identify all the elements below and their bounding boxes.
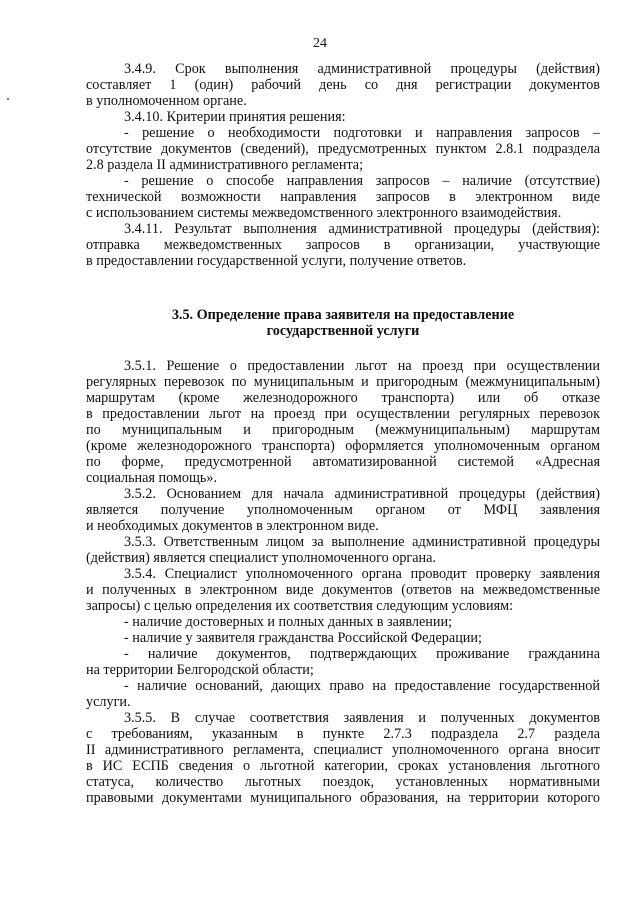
paragraph-line: услуги.	[86, 694, 131, 710]
page-number: 24	[313, 36, 327, 51]
paragraph-line: технической возможности направления запросов в электронном виде	[86, 189, 600, 205]
paragraph-line: 3.5.4. Специалист уполномоченного органа проводит проверку заявления	[124, 566, 600, 582]
paragraph-line: является получение уполномоченным органом от МФЦ заявления	[86, 502, 600, 518]
paragraph-line: в предоставлении государственной услуги, получение ответов.	[86, 253, 467, 269]
paragraph-line: II административного регламента, специалист уполномоченного органа вносит	[86, 742, 600, 758]
paragraph-line: и необходимых документов в электронном виде.	[86, 518, 379, 534]
paragraph-line: в уполномоченном органе.	[86, 93, 247, 109]
paragraph-line: (действия) является специалист уполномоченного органа.	[86, 550, 436, 566]
section-heading-line: 3.5. Определение права заявителя на предоставление	[171, 307, 515, 323]
paragraph-line: с требованиям, указанным в пункте 2.7.3 подраздела 2.7 раздела	[86, 726, 600, 742]
paragraph-line: 2.8 раздела II административного регламента;	[86, 157, 364, 173]
paragraph-line: по муниципальным и пригородным (межмуниципальным) маршрутам	[86, 422, 600, 438]
section-3-5-block	[86, 358, 600, 806]
paragraph-line: регулярных перевозок по муниципальным и пригородным (межмуниципальным)	[86, 374, 600, 390]
section-heading	[86, 307, 600, 339]
paragraph-line: на территории Белгородской области;	[86, 662, 314, 678]
paragraph-line: 3.4.9. Срок выполнения административной процедуры (действия)	[124, 61, 600, 77]
paragraph-line: социальная помощь».	[86, 470, 218, 486]
paragraph-line: в ИС ЕСПБ сведения о льготной категории, сроках установления льготного	[86, 758, 600, 774]
paragraph-line: в предоставлении льгот на проезд при осуществлении регулярных перевозок	[86, 406, 600, 422]
paragraph-line: правовыми документами муниципального образования, на территории которого	[86, 790, 600, 806]
paragraph-line: - решение о необходимости подготовки и направления запросов –	[124, 125, 600, 141]
paragraph-line: отсутствие документов (сведений), предусмотренных пунктом 2.8.1 подраздела	[86, 141, 600, 157]
paragraph-line: составляет 1 (один) рабочий день со дня регистрации документов	[86, 77, 600, 93]
scan-speck	[7, 98, 9, 100]
paragraph-line: 3.4.10. Критерии принятия решения:	[124, 109, 346, 125]
paragraph-line: маршрутам (кроме железнодорожного транспорта) или об отказе	[86, 390, 600, 406]
paragraph-line: отправка межведомственных запросов в организации, участвующие	[86, 237, 600, 253]
section-3-4-block	[86, 61, 600, 269]
paragraph-line: - наличие у заявителя гражданства Российской Федерации;	[124, 630, 482, 646]
paragraph-line: - наличие документов, подтверждающих проживание гражданина	[124, 646, 600, 662]
paragraph-line: 3.5.2. Основанием для начала административной процедуры (действия)	[124, 486, 600, 502]
paragraph-line: с использованием системы межведомственного электронного взаимодействия.	[86, 205, 562, 221]
paragraph-line: 3.5.5. В случае соответствия заявления и полученных документов	[124, 710, 600, 726]
paragraph-line: (кроме железнодорожного транспорта) оформляется уполномоченным органом	[86, 438, 600, 454]
paragraph-line: статуса, количество льготных поездок, установленных нормативными	[86, 774, 600, 790]
paragraph-line: - наличие достоверных и полных данных в заявлении;	[124, 614, 453, 630]
paragraph-line: запросы) с целью определения их соответствия следующим условиям:	[86, 598, 514, 614]
paragraph-line: по форме, предусмотренной автоматизированной системой «Адресная	[86, 454, 600, 470]
paragraph-line: и полученных в электронном виде документов (ответов на межведомственные	[86, 582, 600, 598]
section-heading-line: государственной услуги	[266, 323, 420, 339]
paragraph-line: 3.5.3. Ответственным лицом за выполнение административной процедуры	[124, 534, 600, 550]
paragraph-line: - наличие оснований, дающих право на предоставление государственной	[124, 678, 600, 694]
paragraph-line: - решение о способе направления запросов – наличие (отсутствие)	[124, 173, 600, 189]
paragraph-line: 3.4.11. Результат выполнения административной процедуры (действия):	[124, 221, 600, 237]
paragraph-line: 3.5.1. Решение о предоставлении льгот на проезд при осуществлении	[124, 358, 600, 374]
